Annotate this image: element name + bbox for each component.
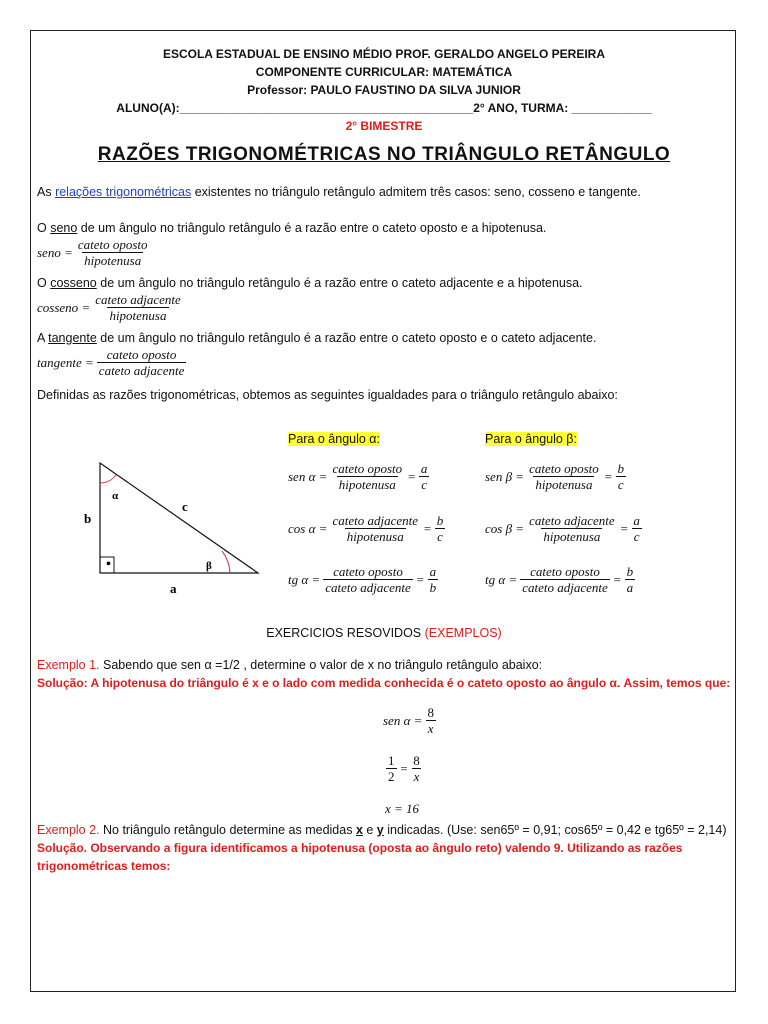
subject-line: COMPONENTE CURRICULAR: MATEMÁTICA: [255, 65, 513, 79]
exercicios-heading: EXERCICIOS RESOVIDOS (EXEMPLOS): [266, 626, 502, 640]
intro-text: As relações trigonométricas existentes no triângulo retângulo admitem três casos: seno, cosseno e tangente.: [37, 185, 641, 199]
seno-formula: seno = $\frac{\text{cateto oposto}}{\text{hipotenusa}}$: [37, 237, 148, 268]
tangente-definition: A tangente de um ângulo no triângulo retângulo é a razão entre o cateto oposto e o cateto adjacente.: [37, 331, 597, 345]
exemplo1-solucao: Solução: A hipotenusa do triângulo é x e o lado com medida conhecida é o cateto oposto ao ângulo α. Assim, temos que:: [37, 676, 731, 690]
exemplo1-statement: Exemplo 1. Sabendo que sen α =1/2 , determine o valor de x no triângulo retângulo abaixo:: [37, 658, 543, 672]
alpha-arc: [100, 475, 116, 483]
beta-sen-formula: sen β = $\frac{\text{cateto oposto}}{\text{hipotenusa}}$ = $\frac{b}{c}$: [485, 461, 625, 492]
relacoes-link[interactable]: relações trigonométricas: [55, 185, 192, 199]
term-label: 2° BIMESTRE: [345, 119, 423, 133]
school-name: ESCOLA ESTADUAL DE ENSINO MÉDIO PROF. GERALDO ANGELO PEREIRA: [162, 47, 606, 61]
exemplo1-eq2: $\frac{1}{2}$ = $\frac{8}{x}$: [388, 753, 420, 784]
beta-heading: Para o ângulo β:: [485, 432, 577, 446]
right-angle-dot: •: [106, 557, 111, 572]
tangente-formula: tangente = $\frac{\text{cateto oposto}}{\text{cateto adjacente}}$: [37, 347, 185, 378]
triangle-shape: [100, 463, 258, 573]
alpha-tg-formula: tg α = $\frac{\text{cateto oposto}}{\text{cateto adjacente}}$ = $\frac{a}{b}$: [288, 564, 437, 595]
student-line: ALUNO(A):____________________________________________2° ANO, TURMA: ____________: [116, 101, 652, 115]
definidas-text: Definidas as razões trigonométricas, obtemos as seguintes igualdades para o triângulo retângulo abaixo:: [37, 388, 618, 402]
side-a-label: a: [170, 581, 177, 596]
alpha-cos-formula: cos α = $\frac{\text{cateto adjacente}}{\text{hipotenusa}}$ = $\frac{b}{c}$: [288, 513, 444, 544]
exemplo1-eq1: sen α = $\frac{8}{x}$: [383, 705, 434, 736]
exemplo2-solucao-line2: trigonométricas temos:: [37, 859, 171, 873]
exemplo2-statement: Exemplo 2. No triângulo retângulo determine as medidas x e y indicadas. (Use: sen65º = 0,91; cos65º = 0,42 e tg65º = 2,14): [37, 823, 727, 837]
alpha-label: α: [112, 490, 119, 502]
cosseno-definition: O cosseno de um ângulo no triângulo retângulo é a razão entre o cateto adjacente e a hipotenusa.: [37, 276, 583, 290]
beta-label: β: [206, 560, 212, 572]
teacher-line: Professor: PAULO FAUSTINO DA SILVA JUNIOR: [247, 83, 521, 97]
alpha-sen-formula: sen α = $\frac{\text{cateto oposto}}{\text{hipotenusa}}$ = $\frac{a}{c}$: [288, 461, 428, 492]
side-c-label: c: [182, 499, 188, 514]
exemplo2-solucao-line1: Solução. Observando a figura identificamos a hipotenusa (oposta ao ângulo reto) valendo 9. Utilizando as razões: [37, 841, 683, 855]
worksheet-page: [30, 30, 736, 992]
beta-tg-formula: tg α = $\frac{\text{cateto oposto}}{\text{cateto adjacente}}$ = $\frac{b}{a}$: [485, 564, 634, 595]
exemplo1-eq3: x = 16: [385, 801, 420, 816]
beta-arc: [222, 551, 230, 573]
right-triangle-diagram: [84, 451, 276, 596]
seno-definition: O seno de um ângulo no triângulo retângulo é a razão entre o cateto oposto e a hipotenusa.: [37, 221, 547, 235]
beta-cos-formula: cos β = $\frac{\text{cateto adjacente}}{\text{hipotenusa}}$ = $\frac{a}{c}$: [485, 513, 640, 544]
alpha-heading: Para o ângulo α:: [288, 432, 381, 446]
side-b-label: b: [84, 511, 92, 526]
cosseno-formula: cosseno = $\frac{\text{cateto adjacente}}{\text{hipotenusa}}$: [37, 292, 181, 323]
page-title: RAZÕES TRIGONOMÉTRICAS NO TRIÂNGULO RETÂNGULO: [97, 144, 671, 165]
